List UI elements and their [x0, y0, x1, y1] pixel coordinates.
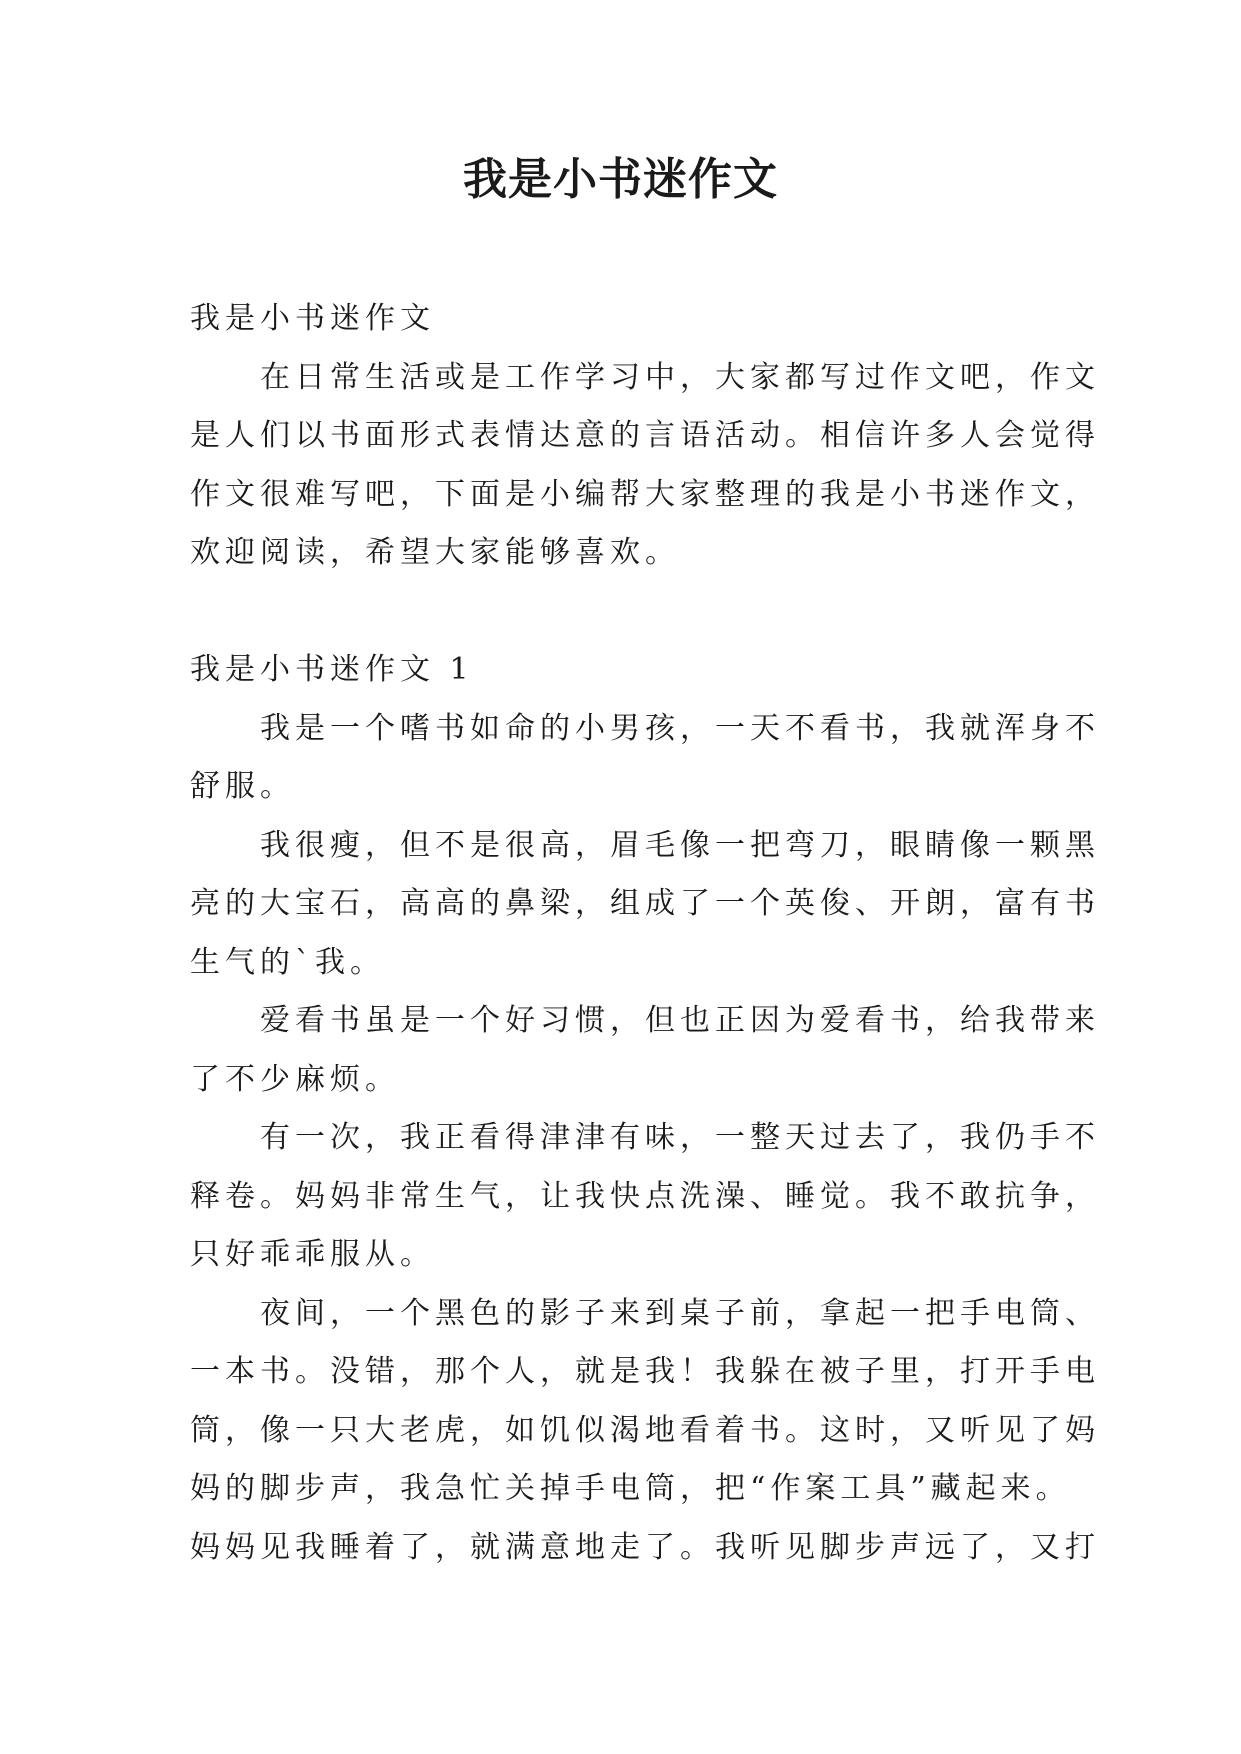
- paragraph-line: 我是一个嗜书如命的小男孩，一天不看书，我就浑身不: [260, 710, 1100, 746]
- paragraph-line: 亮的大宝石，高高的鼻梁，组成了一个英俊、开朗，富有书: [190, 886, 1100, 921]
- paragraph-line: 爱看书虽是一个好习惯，但也正因为爱看书，给我带来: [260, 1003, 1100, 1038]
- paragraph-line: 舒服。: [190, 769, 295, 804]
- paragraph-line: 妈的脚步声，我急忙关掉手电筒，把“作案工具”藏起来。: [190, 1471, 1071, 1506]
- paragraph-line: 了不少麻烦。: [190, 1061, 400, 1097]
- paragraph-line: 作文很难写吧，下面是小编帮大家整理的我是小书迷作文，: [190, 476, 1100, 512]
- document-title: 我是小书迷作文: [463, 154, 778, 205]
- paragraph-line: 夜间，一个黑色的影子来到桌子前，拿起一把手电筒、: [260, 1295, 1100, 1331]
- paragraph-line: 一本书。没错，那个人，就是我！我躲在被子里，打开手电: [190, 1354, 1100, 1389]
- paragraph-line: 妈妈见我睡着了，就满意地走了。我听见脚步声远了，又打: [190, 1529, 1100, 1565]
- section-heading-intro: 我是小书迷作文: [190, 301, 435, 336]
- paragraph-line: 欢迎阅读，希望大家能够喜欢。: [190, 535, 680, 570]
- paragraph-line: 在日常生活或是工作学习中，大家都写过作文吧，作文: [260, 359, 1100, 395]
- paragraph-line: 我很瘦，但不是很高，眉毛像一把弯刀，眼睛像一颗黑: [260, 827, 1100, 863]
- paragraph-line: 释卷。妈妈非常生气，让我快点洗澡、睡觉。我不敢抗争，: [190, 1178, 1100, 1214]
- document-body: [190, 290, 1100, 1577]
- paragraph-gap: [190, 583, 1050, 642]
- paragraph-line: 筒，像一只大老虎，如饥似渴地看着书。这时，又听见了妈: [190, 1412, 1100, 1448]
- paragraph-line: 生气的`我。: [190, 944, 385, 980]
- paragraph-line: 是人们以书面形式表情达意的言语活动。相信许多人会觉得: [190, 418, 1100, 453]
- paragraph-line: 只好乖乖服从。: [190, 1237, 435, 1272]
- paragraph-line: 有一次，我正看得津津有味，一整天过去了，我仍手不: [260, 1120, 1100, 1155]
- section-heading-1: 我是小书迷作文 1: [190, 652, 474, 687]
